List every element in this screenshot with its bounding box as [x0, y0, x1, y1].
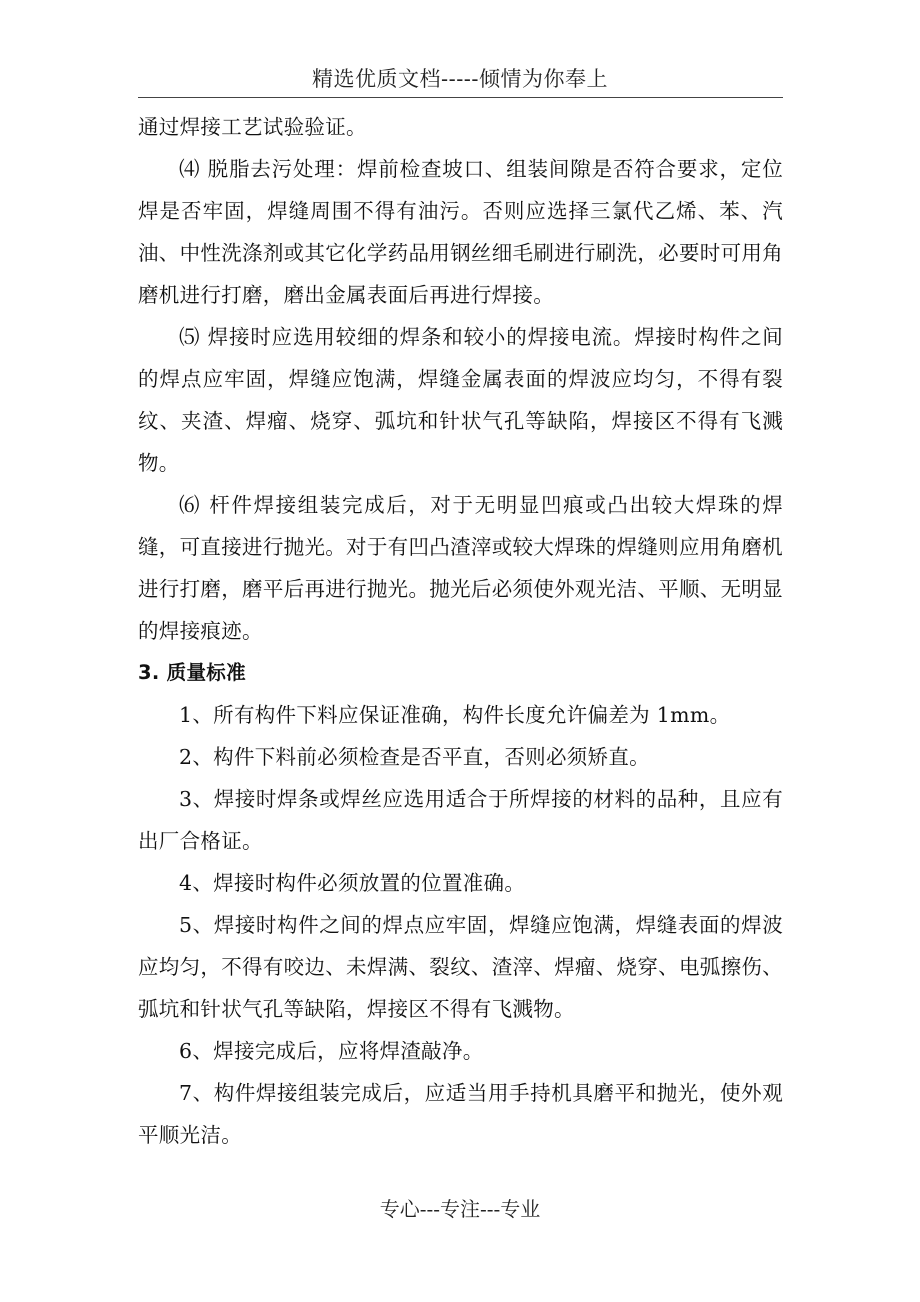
page-footer: 专心---专注---专业 [379, 1197, 541, 1221]
section-title-quality-standards: 3. 质量标准 [138, 661, 246, 684]
list-item: 3、焊接时焊条或焊丝应选用适合于所焊接的材料的品种，且应有出厂合格证。 [138, 787, 783, 853]
list-item: 6、焊接完成后，应将焊渣敲净。 [179, 1039, 484, 1063]
header-divider [138, 97, 783, 98]
paragraph-welding-current: ⑸ 焊接时应选用较细的焊条和较小的焊接电流。焊接时构件之间的焊点应牢固，焊缝应饱满，焊缝金属表面的焊波应均匀，不得有裂纹、夹渣、焊瘤、烧穿、弧坑和针状气孔等缺陷，焊接区不得有飞溅物。 [138, 325, 783, 475]
paragraph-polishing: ⑹ 杆件焊接组装完成后，对于无明显凹痕或凸出较大焊珠的焊缝，可直接进行抛光。对于有凹凸渣滓或较大焊珠的焊缝则应用角磨机进行打磨，磨平后再进行抛光。抛光后必须使外观光洁、平顺、无明显的焊接痕迹。 [138, 493, 783, 643]
paragraph-continuation: 通过焊接工艺试验验证。 [138, 115, 367, 139]
list-item: 7、构件焊接组装完成后，应适当用手持机具磨平和抛光，使外观平顺光洁。 [138, 1081, 783, 1147]
page-header: 精选优质文档-----倾情为你奉上 [312, 67, 608, 91]
document-body [138, 106, 783, 1156]
list-item: 2、构件下料前必须检查是否平直，否则必须矫直。 [179, 745, 650, 769]
paragraph-degreasing: ⑷ 脱脂去污处理：焊前检查坡口、组装间隙是否符合要求，定位焊是否牢固，焊缝周围不得有油污。否则应选择三氯代乙烯、苯、汽油、中性洗涤剂或其它化学药品用钢丝细毛刷进行刷洗，必要时可用角磨机进行打磨，磨出金属表面后再进行焊接。 [138, 157, 783, 307]
list-item: 1、所有构件下料应保证准确，构件长度允许偏差为 1mm。 [179, 703, 731, 727]
list-item: 4、焊接时构件必须放置的位置准确。 [179, 871, 526, 895]
list-item: 5、焊接时构件之间的焊点应牢固，焊缝应饱满，焊缝表面的焊波应均匀，不得有咬边、未焊满、裂纹、渣滓、焊瘤、烧穿、电弧擦伤、弧坑和针状气孔等缺陷，焊接区不得有飞溅物。 [138, 913, 783, 1021]
